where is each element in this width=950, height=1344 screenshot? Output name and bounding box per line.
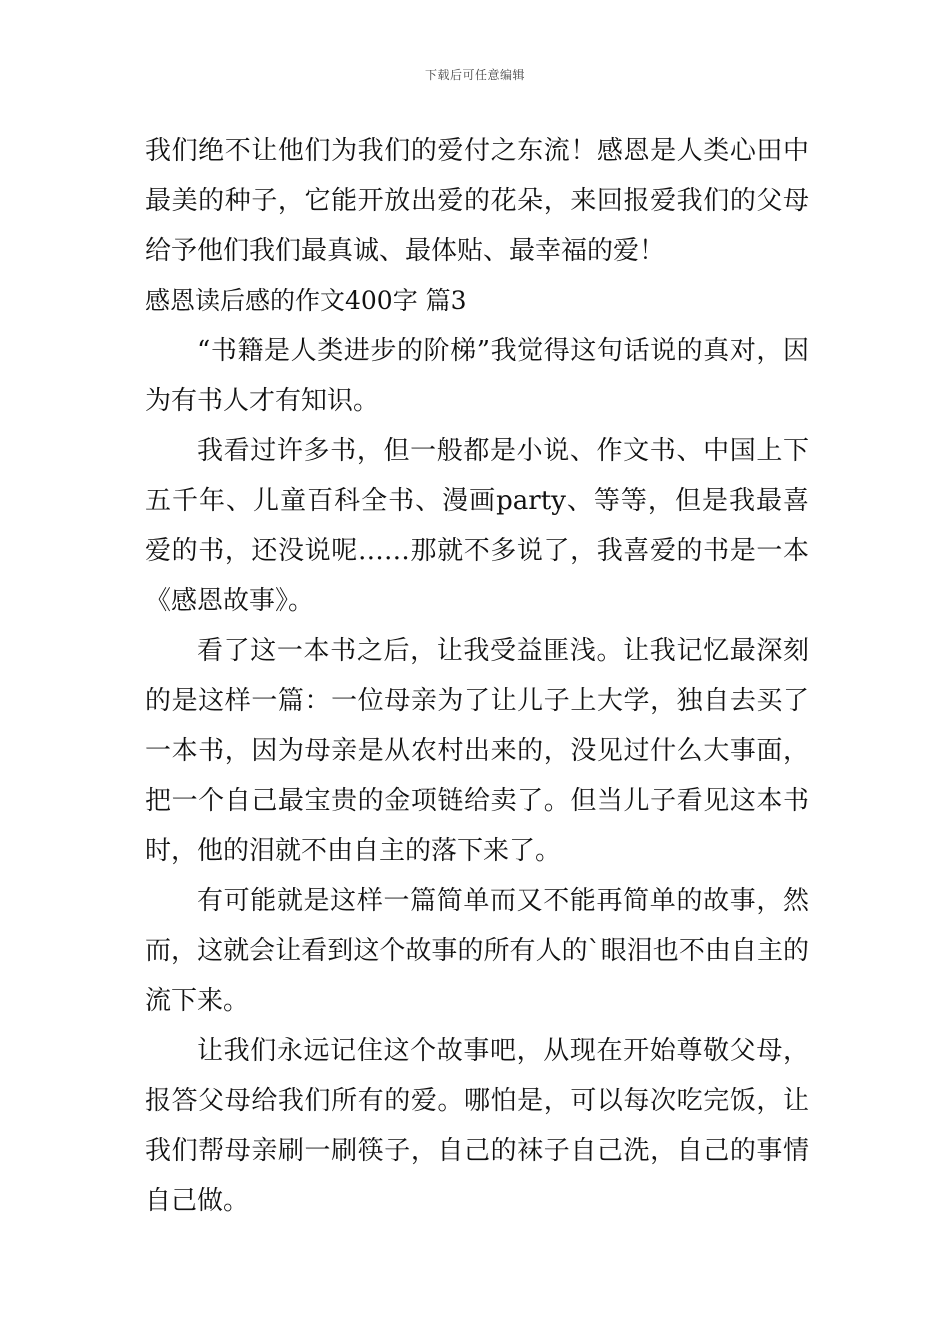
paragraph-2: 我看过许多书，但一般都是小说、作文书、中国上下五千年、儿童百科全书、漫画party、等等，但是我最喜爱的书，还没说呢……那就不多说了，我喜爱的书是一本《感恩故事》。 [145,436,809,616]
paragraph-4: 有可能就是这样一篇简单而又不能再简单的故事，然而，这就会让看到这个故事的所有人的`眼泪也不由自主的流下来。 [145,886,809,1016]
paragraph-5: 让我们永远记住这个故事吧，从现在开始尊敬父母，报答父母给我们所有的爱。哪怕是，可以每次吃完饭，让我们帮母亲刷一刷筷子，自己的袜子自己洗，自己的事情自己做。 [145,1036,809,1216]
document-body [145,126,809,1226]
header-note: 下载后可任意编辑 [424,68,525,82]
lead-paragraph: 我们绝不让他们为我们的爱付之东流！感恩是人类心田中最美的种子，它能开放出爱的花朵，来回报爱我们的父母给予他们我们最真诚、最体贴、最幸福的爱！ [145,136,809,266]
paragraph-1: “书籍是人类进步的阶梯”我觉得这句话说的真对，因为有书人才有知识。 [145,336,809,416]
paragraph-3: 看了这一本书之后，让我受益匪浅。让我记忆最深刻的是这样一篇：一位母亲为了让儿子上大学，独自去买了一本书，因为母亲是从农村出来的，没见过什么大事面，把一个自己最宝贵的金项链给卖了。但当儿子看见这本书时，他的泪就不由自主的落下来了。 [145,636,809,866]
section-title: 感恩读后感的作文400字 篇3 [145,286,467,315]
